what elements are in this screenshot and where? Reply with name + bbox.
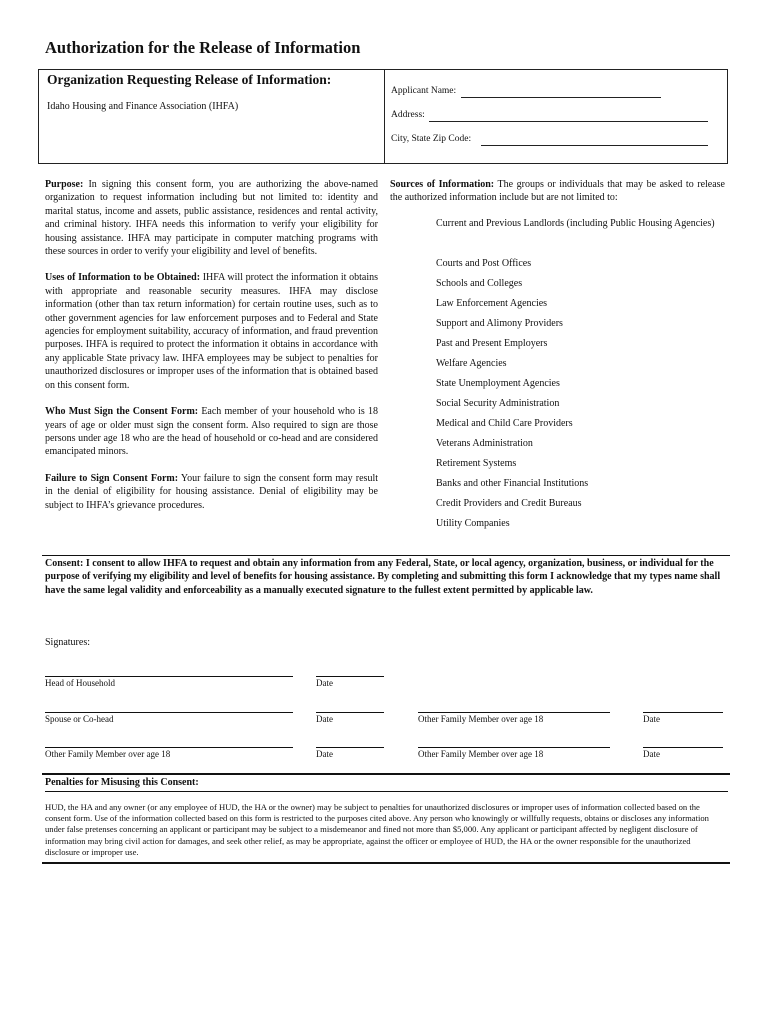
list-item: Past and Present Employers (436, 337, 548, 349)
penalties-heading-rule (45, 791, 728, 792)
left-column (45, 178, 378, 525)
family-member-3-date-label: Date (643, 749, 660, 759)
sources-heading: Sources of Information: (390, 179, 495, 190)
sources-list (436, 214, 725, 534)
address-line[interactable] (429, 121, 708, 122)
who-must-sign-section (45, 405, 378, 459)
signatures-label: Signatures: (45, 637, 90, 648)
list-item: Medical and Child Care Providers (436, 417, 573, 429)
list-item: Credit Providers and Credit Bureaus (436, 497, 582, 509)
penalties-heading: Penalties for Misusing this Consent: (45, 777, 199, 788)
head-signature-label: Head of Household (45, 678, 115, 688)
uses-heading: Uses of Information to be Obtained: (45, 272, 201, 284)
family-member-2-date-line[interactable] (316, 747, 384, 748)
applicant-name-label: Applicant Name: (391, 86, 457, 96)
family-member-3-signature-label: Other Family Member over age 18 (418, 749, 544, 759)
purpose-heading: Purpose: (45, 179, 84, 190)
penalties-bottom-rule (42, 862, 730, 864)
applicant-name-field[interactable] (391, 86, 721, 96)
list-item: Current and Previous Landlords (including Public Housing Agencies) (436, 217, 715, 229)
applicant-name-line[interactable] (461, 97, 661, 98)
penalties-top-rule (42, 773, 730, 775)
failure-heading: Failure to Sign Consent Form: (45, 472, 179, 484)
purpose-section (45, 178, 378, 258)
spouse-date-line[interactable] (316, 712, 384, 713)
sources-intro: The groups or individuals that may be asked to release the authorized information include but are not limited to: (390, 179, 725, 204)
list-item: Social Security Administration (436, 397, 560, 409)
failure-section (45, 472, 378, 512)
list-item: Law Enforcement Agencies (436, 297, 548, 309)
head-date-label: Date (316, 678, 333, 688)
org-heading: Organization Requesting Release of Information: (47, 72, 332, 87)
failure-text: Your failure to sign the consent form may result in the denial of eligibility for housing assistance. Denial of eligibility may be subject to IHFA’s grievance procedures. (45, 472, 379, 511)
organization-box (38, 69, 728, 164)
family-member-3-date-line[interactable] (643, 747, 723, 748)
city-state-zip-field[interactable] (391, 134, 721, 144)
family-member-1-date-line[interactable] (643, 712, 723, 713)
head-signature-line[interactable] (45, 676, 293, 677)
list-item: Schools and Colleges (436, 277, 523, 289)
org-name: Idaho Housing and Finance Association (IHFA) (47, 101, 239, 112)
list-item: Retirement Systems (436, 457, 517, 469)
address-label: Address: (391, 110, 425, 120)
spouse-signature-label: Spouse or Co-head (45, 714, 114, 724)
list-item: State Unemployment Agencies (436, 377, 560, 389)
family-member-1-date-label: Date (643, 714, 660, 724)
who-must-sign-heading: Who Must Sign the Consent Form: (45, 406, 199, 418)
city-state-zip-line[interactable] (481, 145, 708, 146)
list-item: Banks and other Financial Institutions (436, 477, 589, 489)
spouse-signature-line[interactable] (45, 712, 293, 713)
penalties-text: HUD, the HA and any owner (or any employee of HUD, the HA or the owner) may be subject to penalties for unauthorized disclosures or improper uses of information collected based on the consent form. Use of the information collected based on this form is restricted to the purposes cited above. Any person who knowingly or willfully requests, obtains or discloses any information under false pretenses concerning an applicant or participant may be subject to a misdemeanor and fined not more than $5,000. Any applicant or participant affected by negligent disclosure of information may bring civil action for damages, and seek other relief, as may be appropriate, against the officer or employee of HUD, the HA or the owner responsible for the unauthorized disclosure or improper use. (45, 802, 709, 857)
family-member-1-signature-label: Other Family Member over age 18 (418, 714, 544, 724)
list-item: Courts and Post Offices (436, 257, 532, 269)
consent-text: Consent: I consent to allow IHFA to request and obtain any information from any Federal, State, or local agency, organization, business, or individual for the purpose of verifying my eligibility and level of benefits for housing assistance. By completing and submitting this form I acknowledge that my types name shall have the same legal validity and enforceability as a manually executed signature to the fullest extent permitted by applicable law. (45, 558, 721, 596)
head-date-line[interactable] (316, 676, 384, 677)
page-title: Authorization for the Release of Information (45, 38, 361, 57)
spouse-date-label: Date (316, 714, 333, 724)
right-column (390, 178, 725, 534)
family-member-2-date-label: Date (316, 749, 333, 759)
list-item: Utility Companies (436, 517, 510, 529)
list-item: Welfare Agencies (436, 357, 507, 369)
consent-top-rule (42, 555, 730, 556)
box-divider (384, 70, 385, 163)
sources-section (390, 178, 725, 205)
city-state-zip-label: City, State Zip Code: (391, 134, 472, 144)
purpose-text: In signing this consent form, you are authorizing the above-named organization to request information including but not limited to: identity and marital status, income and assets, public assistance, residences and rental activity, and criminal history. IHFA needs this information to verify your eligibility for housing assistance. IHFA may participate in computer matching programs with these sources in order to verify your eligibility and level of benefits. (45, 179, 378, 258)
uses-text: IHFA will protect the information it obtains with appropriate and reasonable security measures. IHFA may disclose information (other than tax return information) for certain routine uses, such as to other government agencies for law enforcement purposes and to Federal and State agencies for employment suitability, accuracy of information, and fraud prevention purposes. IHFA is required to protect the information it obtains in accordance with any applicable State privacy law. IHFA employees may be subject to penalties for unauthorized disclosures or improper uses of the information that is obtained based on this consent form. (45, 272, 379, 391)
list-item: Veterans Administration (436, 437, 533, 449)
family-member-2-signature-line[interactable] (45, 747, 293, 748)
uses-section (45, 271, 378, 392)
who-must-sign-text: Each member of your household who is 18 years of age or older must sign the consent form. Also required to sign are those persons under age 18 who are the head of household or co-head and are considered emancipated minors. (45, 406, 378, 458)
family-member-2-signature-label: Other Family Member over age 18 (45, 749, 171, 759)
address-field[interactable] (391, 110, 721, 120)
family-member-3-signature-line[interactable] (418, 747, 610, 748)
list-item: Support and Alimony Providers (436, 317, 563, 329)
family-member-1-signature-line[interactable] (418, 712, 610, 713)
